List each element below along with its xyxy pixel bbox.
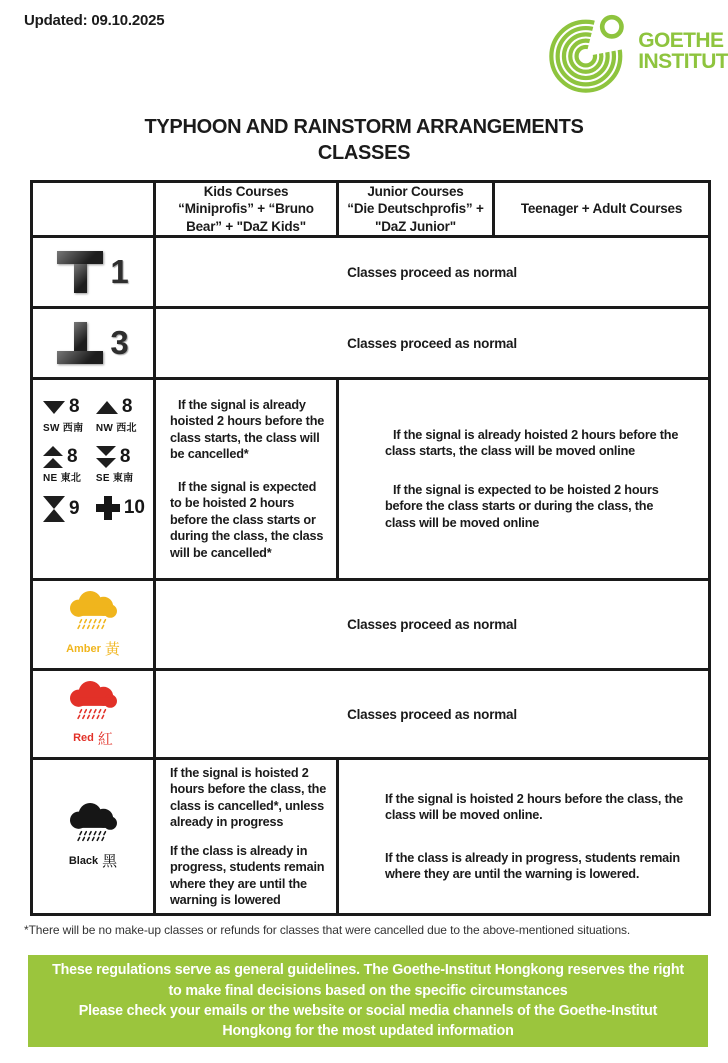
amber-status-text: Classes proceed as normal [156, 581, 708, 668]
title-line1: TYPHOON AND RAINSTORM ARRANGEMENTS [144, 116, 584, 138]
banner-line2: Please check your emails or the website or social media channels of the Goethe-Institut Hongkong for the most updated information [78, 1003, 658, 1040]
signal-8-nw-icon: 8 NW 西北 [95, 396, 137, 434]
t3-number: 3 [110, 324, 129, 361]
header-junior-courses [339, 183, 492, 235]
t3-shape-icon [57, 322, 103, 364]
banner-line1: These regulations serve as general guidelines. The Goethe-Institut Hongkong reserves the right to make final decisions based on the specific circumstances [52, 962, 684, 999]
red-status-text: Classes proceed as normal [156, 671, 708, 757]
t8-kids-rule-2: If the signal is expected to be hoisted 2 hours before the class starts or during the class, the class will be cancelled* [170, 479, 324, 560]
black-online-rule-2: If the class is already in progress, students remain where they are until the warning is lowered. [385, 850, 680, 881]
updated-date: Updated: 09.10.2025 [24, 12, 165, 29]
amber-label: Amber 黃 [66, 641, 120, 658]
junior-courses-detail: “Die Deutschprofis” + "DaZ Junior" [347, 201, 484, 234]
signal-t1-icon [33, 238, 153, 306]
header-signal-column [33, 183, 153, 235]
t8-kids-rule-1: If the signal is already hoisted 2 hours before the class starts, the class will be cancelled* [170, 397, 325, 462]
t8-kids-rule [156, 380, 336, 578]
t1-status-text: Classes proceed as normal [156, 238, 708, 306]
goethe-logo-icon [548, 10, 632, 94]
logo-line2: INSTITUT [638, 50, 728, 73]
guidelines-banner [28, 955, 708, 1047]
kids-courses-detail: “Miniprofis” + “Bruno Bear” + "DaZ Kids" [178, 201, 314, 234]
signal-8-sw-icon: 8 SW 西南 [43, 396, 84, 434]
amber-rainstorm-icon [33, 581, 153, 668]
signal-8-ne-icon: 8 NE 東北 [43, 446, 82, 484]
black-kids-rule-2: If the class is already in progress, students remain where they are until the warning is lowered [170, 843, 325, 907]
red-rainstorm-icon [33, 671, 153, 757]
header-adult-courses: Teenager + Adult Courses [495, 183, 708, 235]
black-online-rule-1: If the signal is hoisted 2 hours before the class, the class will be moved online. [385, 791, 683, 822]
black-kids-rule [156, 760, 336, 913]
arrangements-table [30, 180, 711, 916]
signal-t8-icons [33, 380, 153, 578]
logo-wordmark [638, 31, 728, 72]
t1-shape-icon [57, 251, 103, 293]
title-line2: CLASSES [317, 142, 411, 164]
cancellation-footnote: *There will be no make-up classes or refunds for classes that were cancelled due to the above-mentioned situations. [24, 923, 631, 937]
t8-online-rule-1: If the signal is already hoisted 2 hours before the class starts, the class will be moved online [385, 427, 679, 459]
signal-10-icon: 10 [96, 496, 145, 522]
red-label: Red 紅 [73, 730, 113, 748]
header-kids-courses [156, 183, 336, 235]
signal-8-se-icon: 8 SE 東南 [95, 446, 134, 484]
black-label: Black 黑 [68, 853, 118, 870]
red-cloud-icon [62, 680, 124, 726]
logo-line1: GOETHE [638, 29, 724, 53]
goethe-institut-logo [548, 10, 728, 94]
amber-cloud-icon [62, 590, 124, 636]
black-rainstorm-icon [33, 760, 153, 913]
black-online-rule [339, 760, 708, 913]
t8-online-rule [339, 380, 708, 578]
t1-number: 1 [110, 253, 129, 290]
junior-courses-name: Junior Courses [367, 184, 464, 200]
t3-status-text: Classes proceed as normal [156, 309, 708, 377]
black-kids-rule-1: If the signal is hoisted 2 hours before the class, the class is cancelled*, unless already in progress [170, 765, 327, 829]
page-title [0, 114, 728, 166]
signal-t3-icon [33, 309, 153, 377]
signal-9-icon: 9 [43, 496, 92, 522]
kids-courses-name: Kids Courses [203, 184, 289, 200]
black-cloud-icon [62, 802, 124, 848]
t8-online-rule-2: If the signal is expected to be hoisted 2 hours before the class starts or during the class, the class will be moved online [385, 482, 659, 530]
